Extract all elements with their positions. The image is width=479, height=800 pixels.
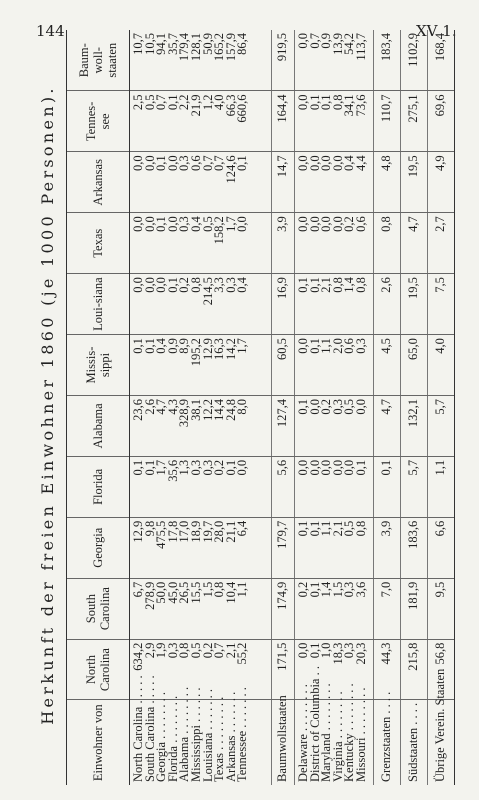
table-cell: 183,4 (374, 30, 401, 91)
row-label: Baumwollstaaten (272, 700, 295, 785)
table-cell: 0,0 0,1 1,0 18,3 0,3 20,3 (295, 639, 374, 700)
table-cell: 0,0 0,0 0,0 0,1 0,2 0,8 214,5 3,3 0,3 0,4 (130, 274, 272, 335)
table-cell: 0,1 (374, 456, 401, 517)
table-cell: 0,1 0,1 1,7 35,6 1,3 0,3 0,3 0,2 0,1 0,0 (130, 456, 272, 517)
table-cell: 0,1 0,0 0,2 0,3 0,5 0,0 (295, 395, 374, 456)
column-header: Texas (67, 213, 130, 274)
table-cell: 9,5 (428, 578, 455, 639)
table-cell: 0,8 (374, 213, 401, 274)
table-cell: 4,7 (374, 395, 401, 456)
table-cell: 3,9 (374, 517, 401, 578)
table-cell: 168,4 (428, 30, 455, 91)
table-row-sum (374, 30, 401, 785)
table-row-border-states (295, 30, 374, 785)
table-cell: 919,5 (272, 30, 295, 91)
table-cell: 3,9 (272, 213, 295, 274)
table-cell: 4,9 (428, 152, 455, 213)
table-cell: 1102,9 (401, 30, 428, 91)
table-cell: 2,7 (428, 213, 455, 274)
row-label: Grenzstaaten . . . . (374, 700, 401, 785)
table-title: Herkunft der freien Einwohner 1860 (je 1000 Personen). (38, 85, 57, 725)
row-label: Übrige Verein. Staaten (428, 700, 455, 785)
table-cell: 0,0 0,0 0,0 0,0 0,4 4,4 (295, 152, 374, 213)
table-cell: 0,0 0,7 0,9 13,9 54,2 113,7 (295, 30, 374, 91)
table-cell: 4,0 (428, 335, 455, 396)
page-number: 144 (36, 22, 65, 40)
table-row-sum (401, 30, 428, 785)
table-cell: 0,1 0,1 0,4 0,9 8,9 195,2 12,9 16,3 14,2 1,7 (130, 335, 272, 396)
table-cell: 634,2 2,9 1,9 0,3 0,8 0,5 0,2 0,7 2,1 55,2 (130, 639, 272, 700)
row-label: Südstaaten . . . . (401, 700, 428, 785)
table-cell: 179,7 (272, 517, 295, 578)
table-cell: 0,1 0,1 2,1 0,8 1,4 0,8 (295, 274, 374, 335)
table-cell: 1,1 (428, 456, 455, 517)
table-cell: 44,3 (374, 639, 401, 700)
table-cell: 5,7 (428, 395, 455, 456)
table-cell: 5,6 (272, 456, 295, 517)
column-header: Loui-siana (67, 274, 130, 335)
table-cell: 215,8 (401, 639, 428, 700)
table-cell: 2,5 0,5 0,7 0,1 2,2 21,9 1,2 4,0 66,3 660,6 (130, 91, 272, 152)
column-header: Florida (67, 456, 130, 517)
table-cell: 14,7 (272, 152, 295, 213)
rotated-table-block (30, 25, 460, 785)
table-cell: 10,7 10,5 94,1 35,7 179,4 128,1 50,9 165,2 157,9 86,4 (130, 30, 272, 91)
table-cell: 56,8 (428, 639, 455, 700)
table-row-sum (272, 30, 295, 785)
table-cell: 0,2 0,1 1,4 1,5 0,3 3,6 (295, 578, 374, 639)
column-header: Georgia (67, 517, 130, 578)
column-header: Alabama (67, 395, 130, 456)
row-header: Einwohner von (67, 700, 130, 785)
table-cell: 0,1 0,1 1,1 2,1 0,5 0,8 (295, 517, 374, 578)
header-row (67, 30, 130, 785)
column-header: South Carolina (67, 578, 130, 639)
origin-table (66, 30, 455, 785)
table-cell: 4,5 (374, 335, 401, 396)
table-cell: 181,9 (401, 578, 428, 639)
table-row-cotton-states (130, 30, 272, 785)
table-cell: 164,4 (272, 91, 295, 152)
column-header: Arkansas (67, 152, 130, 213)
table-cell: 6,6 (428, 517, 455, 578)
chapter-marker: XV 1. (416, 22, 457, 40)
table-cell: 132,1 (401, 395, 428, 456)
table-cell: 0,0 0,1 0,1 0,8 34,1 73,6 (295, 91, 374, 152)
table-cell: 0,0 0,0 0,0 0,0 0,0 0,1 (295, 456, 374, 517)
table-cell: 171,5 (272, 639, 295, 700)
column-header: Baum-woll-staaten (67, 30, 130, 91)
table-cell: 2,6 (374, 274, 401, 335)
table-cell: 127,4 (272, 395, 295, 456)
row-labels: North Carolina . . . . . South Carolina . . . . . Georgia . . . . . . . . Florida . . . . . . . . Alabama . . . . . . . . Mississippi . . . . . . Louisiana . . . . . . . Texas . . . . . . . . . Arkansas . . . . . . . Tennessee . . . . . . . (131, 675, 250, 782)
table-cell: 110,7 (374, 91, 401, 152)
table-cell: 4,8 (374, 152, 401, 213)
row-labels: Delaware . . . . . . . . District of Columbia . . Maryland . . . . . . . . Virginia . . . . . . . . Kentucky . . . . . . . . Missouri . . . . . . . . (295, 700, 374, 785)
table-cell: 7,5 (428, 274, 455, 335)
table-cell: 19,5 (401, 152, 428, 213)
table-cell: 16,9 (272, 274, 295, 335)
table-cell: 65,0 (401, 335, 428, 396)
table-cell: 0,0 0,0 0,1 0,0 0,3 0,6 0,7 0,7 124,6 0,1 (130, 152, 272, 213)
table-cell: 275,1 (401, 91, 428, 152)
table-cell: 4,7 (401, 213, 428, 274)
table-cell: 0,0 0,0 0,0 0,0 0,2 0,6 (295, 213, 374, 274)
table-cell: 7,0 (374, 578, 401, 639)
column-header: Missis-sippi (67, 335, 130, 396)
table-cell: 19,5 (401, 274, 428, 335)
table-cell: 12,9 9,8 475,5 17,8 17,0 18,9 19,7 28,0 21,1 6,4 (130, 517, 272, 578)
table-cell: 69,6 (428, 91, 455, 152)
column-header: North Carolina (67, 639, 130, 700)
column-header: Tennes-see (67, 91, 130, 152)
table-cell: 23,6 2,6 4,7 4,3 328,9 38,1 12,2 14,4 24,8 8,0 (130, 395, 272, 456)
table-row-sum (428, 30, 455, 785)
table-cell: 174,9 (272, 578, 295, 639)
table-cell: 0,0 0,0 0,1 0,0 0,3 0,4 0,5 158,2 1,7 0,0 (130, 213, 272, 274)
table-cell: 6,7 278,9 50,0 45,0 26,5 15,5 1,5 0,8 10,4 1,1 (130, 578, 272, 639)
table-cell: 183,6 (401, 517, 428, 578)
table-cell: 0,0 0,1 1,1 2,0 0,6 0,3 (295, 335, 374, 396)
table-cell: 60,5 (272, 335, 295, 396)
table-cell: 5,7 (401, 456, 428, 517)
